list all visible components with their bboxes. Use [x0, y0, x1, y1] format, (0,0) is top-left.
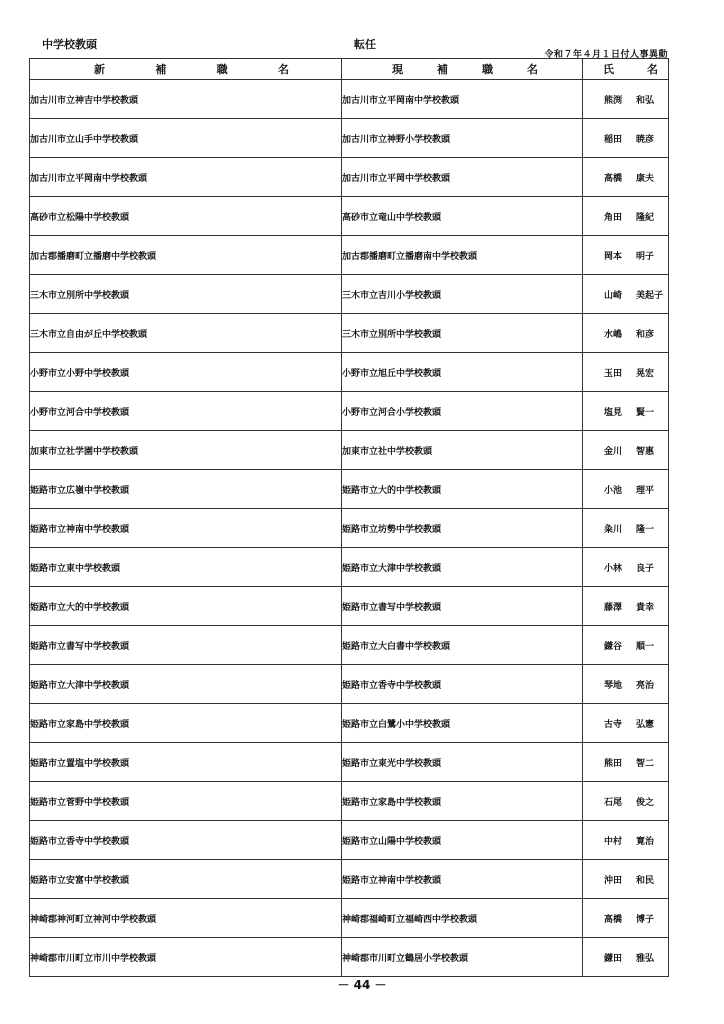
header-char: 職 — [216, 63, 228, 76]
person-name-cell — [583, 353, 669, 392]
given-name: 暁彦 — [636, 134, 655, 145]
table-body — [30, 80, 669, 977]
current-position-cell: 加古川市立平岡南中学校教頭 — [342, 80, 583, 119]
family-name: 玉田 — [604, 368, 623, 379]
person-name-cell — [583, 158, 669, 197]
header-char: 新 — [94, 63, 105, 76]
table-row — [30, 860, 669, 899]
person-name — [583, 522, 654, 535]
current-position-cell: 神崎郡福崎町立福崎西中学校教頭 — [342, 899, 583, 938]
person-name — [583, 600, 654, 613]
family-name: 小池 — [604, 485, 623, 496]
new-position-cell: 加古川市立山手中学校教頭 — [30, 119, 342, 158]
person-name — [583, 678, 654, 691]
header-char: 名 — [527, 63, 538, 76]
table-row — [30, 119, 669, 158]
family-name: 岡本 — [604, 251, 623, 262]
table-row — [30, 782, 669, 821]
table-row — [30, 938, 669, 977]
person-name-cell — [583, 80, 669, 119]
current-position-cell: 姫路市立香寺中学校教頭 — [342, 665, 583, 704]
current-position-cell: 加古郡播磨町立播磨南中学校教頭 — [342, 236, 583, 275]
header-char: 氏 — [603, 63, 614, 76]
current-position-cell: 加古川市立神野小学校教頭 — [342, 119, 583, 158]
person-name — [583, 444, 654, 457]
table-row — [30, 392, 669, 431]
family-name: 古寺 — [604, 719, 623, 730]
current-position-cell: 姫路市立書写中学校教頭 — [342, 587, 583, 626]
new-position-cell: 加東市立社学園中学校教頭 — [30, 431, 342, 470]
given-name: 理平 — [636, 485, 655, 496]
person-name — [583, 483, 654, 496]
person-name-cell — [583, 626, 669, 665]
current-position-cell: 姫路市立山陽中学校教頭 — [342, 821, 583, 860]
new-position-cell: 加古川市立神吉中学校教頭 — [30, 80, 342, 119]
person-name — [583, 756, 654, 769]
table-row — [30, 821, 669, 860]
new-position-cell: 姫路市立家島中学校教頭 — [30, 704, 342, 743]
given-name: 博子 — [636, 914, 655, 925]
table-header-row — [30, 59, 669, 80]
current-position-cell: 姫路市立大白書中学校教頭 — [342, 626, 583, 665]
family-name: 金川 — [604, 446, 623, 457]
family-name: 高橋 — [604, 173, 623, 184]
given-name: 順一 — [636, 641, 655, 652]
family-name: 琴地 — [604, 680, 623, 691]
transfer-type-heading: 転任 — [354, 38, 376, 51]
given-name: 明子 — [636, 251, 655, 262]
current-position-cell: 姫路市立大的中学校教頭 — [342, 470, 583, 509]
header-char: 名 — [647, 63, 658, 76]
person-name — [583, 132, 654, 145]
current-position-cell: 神崎郡市川町立鶴居小学校教頭 — [342, 938, 583, 977]
family-name: 稲田 — [604, 134, 623, 145]
new-position-cell: 神崎郡神河町立神河中学校教頭 — [30, 899, 342, 938]
current-position-cell: 姫路市立神南中学校教頭 — [342, 860, 583, 899]
given-name: 賢一 — [636, 407, 655, 418]
person-name-cell — [583, 548, 669, 587]
given-name: 良子 — [636, 563, 655, 574]
column-header-name — [583, 59, 669, 80]
new-position-cell: 加古川市立平岡南中学校教頭 — [30, 158, 342, 197]
person-name — [583, 561, 654, 574]
given-name: 智二 — [636, 758, 655, 769]
table-row — [30, 236, 669, 275]
person-name-cell — [583, 587, 669, 626]
effective-date: 令和７年４月１日付人事異動 — [544, 50, 668, 60]
new-position-cell: 小野市立小野中学校教頭 — [30, 353, 342, 392]
person-name-cell — [583, 119, 669, 158]
table-row — [30, 704, 669, 743]
new-position-cell: 神崎郡市川町立市川中学校教頭 — [30, 938, 342, 977]
person-name-cell — [583, 431, 669, 470]
current-position-cell: 姫路市立大津中学校教頭 — [342, 548, 583, 587]
person-name-cell — [583, 275, 669, 314]
person-name-cell — [583, 470, 669, 509]
current-position-cell: 小野市立河合小学校教頭 — [342, 392, 583, 431]
new-position-cell: 高砂市立松陽中学校教頭 — [30, 197, 342, 236]
given-name: 俊之 — [636, 797, 655, 808]
column-header-current-position — [342, 59, 583, 80]
new-position-cell: 姫路市立大津中学校教頭 — [30, 665, 342, 704]
given-name: 和彦 — [636, 329, 655, 340]
person-name-cell — [583, 899, 669, 938]
current-position-cell: 姫路市立坊勢中学校教頭 — [342, 509, 583, 548]
table-row — [30, 665, 669, 704]
person-name-cell — [583, 704, 669, 743]
current-position-cell: 加東市立社中学校教頭 — [342, 431, 583, 470]
header-char: 名 — [277, 63, 289, 76]
new-position-cell: 姫路市立香寺中学校教頭 — [30, 821, 342, 860]
person-name-cell — [583, 314, 669, 353]
current-position-cell: 高砂市立竜山中学校教頭 — [342, 197, 583, 236]
person-name — [583, 639, 654, 652]
header-char: 補 — [437, 63, 448, 76]
new-position-cell: 姫路市立書写中学校教頭 — [30, 626, 342, 665]
table-row — [30, 197, 669, 236]
new-position-cell: 姫路市立安富中学校教頭 — [30, 860, 342, 899]
table-row — [30, 80, 669, 119]
table-row — [30, 743, 669, 782]
family-name: 鎌田 — [604, 953, 623, 964]
header-char: 職 — [482, 63, 493, 76]
given-name: 亮治 — [636, 680, 655, 691]
given-name: 雅弘 — [636, 953, 655, 964]
family-name: 石尾 — [604, 797, 623, 808]
new-position-cell: 三木市立別所中学校教頭 — [30, 275, 342, 314]
person-name-cell — [583, 197, 669, 236]
given-name: 智惠 — [636, 446, 655, 457]
family-name: 水嶋 — [604, 329, 623, 340]
person-name — [583, 171, 654, 184]
person-name-cell — [583, 236, 669, 275]
family-name: 山崎 — [604, 290, 623, 301]
table-row — [30, 353, 669, 392]
person-name — [583, 951, 654, 964]
current-position-cell: 姫路市立白鷺小中学校教頭 — [342, 704, 583, 743]
person-name-cell — [583, 860, 669, 899]
family-name: 藤澤 — [604, 602, 623, 613]
personnel-table — [29, 58, 669, 977]
person-name — [583, 834, 654, 847]
table-row — [30, 509, 669, 548]
current-position-cell: 三木市立別所中学校教頭 — [342, 314, 583, 353]
given-name: 弘憲 — [636, 719, 655, 730]
column-header-new-position — [30, 59, 342, 80]
new-position-cell: 姫路市立菅野中学校教頭 — [30, 782, 342, 821]
new-position-cell: 小野市立河合中学校教頭 — [30, 392, 342, 431]
given-name: 美起子 — [636, 290, 664, 301]
given-name: 和弘 — [636, 95, 655, 106]
person-name — [583, 366, 654, 379]
table-row — [30, 431, 669, 470]
table-row — [30, 158, 669, 197]
new-position-cell: 姫路市立大的中学校教頭 — [30, 587, 342, 626]
current-position-cell: 加古川市立平岡中学校教頭 — [342, 158, 583, 197]
table-row — [30, 548, 669, 587]
header-char: 現 — [392, 63, 403, 76]
table-row — [30, 587, 669, 626]
person-name — [583, 93, 654, 106]
family-name: 沖田 — [604, 875, 623, 886]
given-name: 隆一 — [636, 524, 655, 535]
current-position-cell: 三木市立吉川小学校教頭 — [342, 275, 583, 314]
family-name: 熊渕 — [604, 95, 623, 106]
header-char: 補 — [155, 63, 167, 76]
given-name: 康夫 — [636, 173, 655, 184]
page-number: － 44 － — [337, 978, 387, 992]
person-name — [583, 288, 663, 301]
family-name: 熊田 — [604, 758, 623, 769]
given-name: 貴幸 — [636, 602, 655, 613]
person-name-cell — [583, 392, 669, 431]
given-name: 和民 — [636, 875, 655, 886]
person-name — [583, 717, 654, 730]
current-position-cell: 姫路市立家島中学校教頭 — [342, 782, 583, 821]
family-name: 中村 — [604, 836, 623, 847]
given-name: 隆紀 — [636, 212, 655, 223]
family-name: 小林 — [604, 563, 623, 574]
new-position-cell: 姫路市立神南中学校教頭 — [30, 509, 342, 548]
current-position-cell: 姫路市立東光中学校教頭 — [342, 743, 583, 782]
family-name: 高橋 — [604, 914, 623, 925]
person-name — [583, 405, 654, 418]
new-position-cell: 三木市立自由が丘中学校教頭 — [30, 314, 342, 353]
family-name: 粂川 — [604, 524, 623, 535]
current-position-cell: 小野市立旭丘中学校教頭 — [342, 353, 583, 392]
person-name-cell — [583, 782, 669, 821]
family-name: 塩見 — [604, 407, 623, 418]
person-name-cell — [583, 743, 669, 782]
person-name — [583, 795, 654, 808]
family-name: 鎌谷 — [604, 641, 623, 652]
person-name — [583, 210, 654, 223]
given-name: 寛治 — [636, 836, 655, 847]
table-row — [30, 899, 669, 938]
given-name: 晃宏 — [636, 368, 655, 379]
new-position-cell: 加古郡播磨町立播磨中学校教頭 — [30, 236, 342, 275]
person-name-cell — [583, 821, 669, 860]
family-name: 角田 — [604, 212, 623, 223]
new-position-cell: 姫路市立東中学校教頭 — [30, 548, 342, 587]
person-name — [583, 912, 654, 925]
new-position-cell: 姫路市立広嶺中学校教頭 — [30, 470, 342, 509]
person-name-cell — [583, 938, 669, 977]
person-name — [583, 249, 654, 262]
category-heading: 中学校教頭 — [42, 38, 97, 51]
new-position-cell: 姫路市立置塩中学校教頭 — [30, 743, 342, 782]
table-row — [30, 314, 669, 353]
person-name — [583, 873, 654, 886]
person-name-cell — [583, 665, 669, 704]
table-row — [30, 626, 669, 665]
person-name-cell — [583, 509, 669, 548]
table-row — [30, 470, 669, 509]
person-name — [583, 327, 654, 340]
table-row — [30, 275, 669, 314]
